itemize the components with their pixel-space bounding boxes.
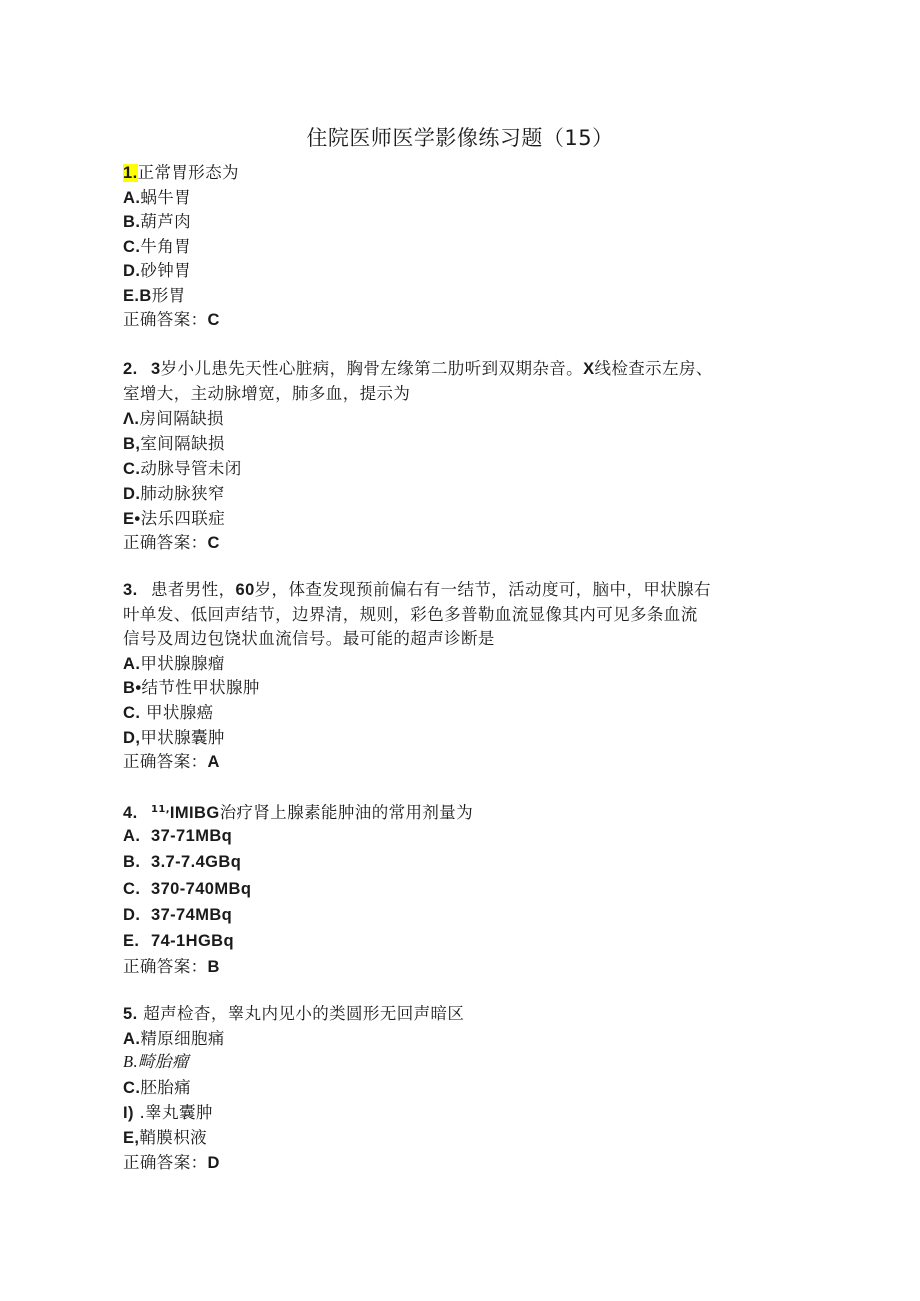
- q1-option-d: D.砂钟胃: [123, 261, 192, 280]
- q5-option-e: E,鞘膜枳液: [123, 1128, 207, 1147]
- q1-option-c: C.牛角胃: [123, 237, 192, 256]
- q1-stem: [123, 161, 239, 185]
- q5-option-b: B.畸胎瘤: [123, 1052, 189, 1071]
- q2-stem-line2: 室增大，主动脉增宽，肺多血，提示为: [123, 384, 411, 403]
- q2-stem-line1: 2. 3岁小儿患先天性心脏病，胸骨左缘第二肋听到双期杂音。X线检查示左房、: [123, 357, 713, 381]
- q1-number: 1.: [123, 164, 138, 182]
- q4-number: 4.: [123, 804, 138, 822]
- q4-option-b: B. 3.7-7.4GBq: [123, 853, 242, 871]
- q5-stem: 5. 超声检杳，睾丸内见小的类圆形无回声暗区: [123, 1004, 465, 1023]
- q2-option-d: D.肺动脉狭窄: [123, 484, 225, 503]
- q5-option-a: A.精原细胞痛: [123, 1029, 225, 1048]
- q4-answer: 正确答案：B: [123, 957, 220, 976]
- q1-option-a: A.蜗牛胃: [123, 188, 192, 207]
- q2-option-e: E•法乐四联症: [123, 509, 226, 528]
- q3-number: 3.: [123, 581, 138, 599]
- q1-stem-text: 正常胃形态为: [137, 163, 239, 182]
- q4-option-c: C. 370-740MBq: [123, 880, 252, 898]
- q4-stem: 4. $^{11,}$IMIBG治疗肾上腺素能肿油的常用剂量为: [123, 798, 473, 825]
- q5-option-d: I) .睾丸囊肿: [123, 1103, 213, 1122]
- q5-answer: 正确答案：D: [123, 1153, 220, 1172]
- q3-option-b: B•结节性甲状腺肿: [123, 678, 260, 697]
- q3-stem-line3: 信号及周边包饶状血流信号。最可能的超声诊断是: [123, 629, 495, 648]
- q3-answer: 正确答案：A: [123, 752, 220, 771]
- q2-answer: 正确答案：C: [123, 533, 220, 552]
- q4-option-d: D. 37-74MBq: [123, 906, 233, 924]
- q4-option-a: A. 37-71MBq: [123, 827, 233, 845]
- q5-number: 5.: [123, 1005, 138, 1023]
- q3-stem-line2: 叶单发、低回声结节，边界清，规则，彩色多普勒血流显像其内可见多条血流: [123, 605, 698, 624]
- q5-option-c: C.胚胎痛: [123, 1078, 192, 1097]
- q2-option-b: B,室间隔缺损: [123, 434, 225, 453]
- q1-answer: 正确答案：C: [123, 310, 220, 329]
- q2-number: 2.: [123, 360, 138, 378]
- q3-option-a: A.甲状腺腺瘤: [123, 654, 225, 673]
- q3-option-d: D,甲状腺囊肿: [123, 728, 225, 747]
- q1-option-e: E.B形胃: [123, 286, 186, 305]
- q1-option-b: B.葫芦肉: [123, 212, 192, 231]
- q2-option-c: C.动脉导管未闭: [123, 459, 242, 478]
- q3-stem-line1: 3. 患者男性，60岁，体查发现预前偏右有一结节，活动度可，脑中，甲状腺右: [123, 578, 711, 602]
- q3-option-c: C. 甲状腺癌: [123, 703, 214, 722]
- page-title: 住院医师医学影像练习题（15）: [306, 126, 614, 150]
- q2-option-a: Λ.房间隔缺损: [123, 409, 224, 428]
- q4-option-e: E. 74-1HGBq: [123, 932, 234, 950]
